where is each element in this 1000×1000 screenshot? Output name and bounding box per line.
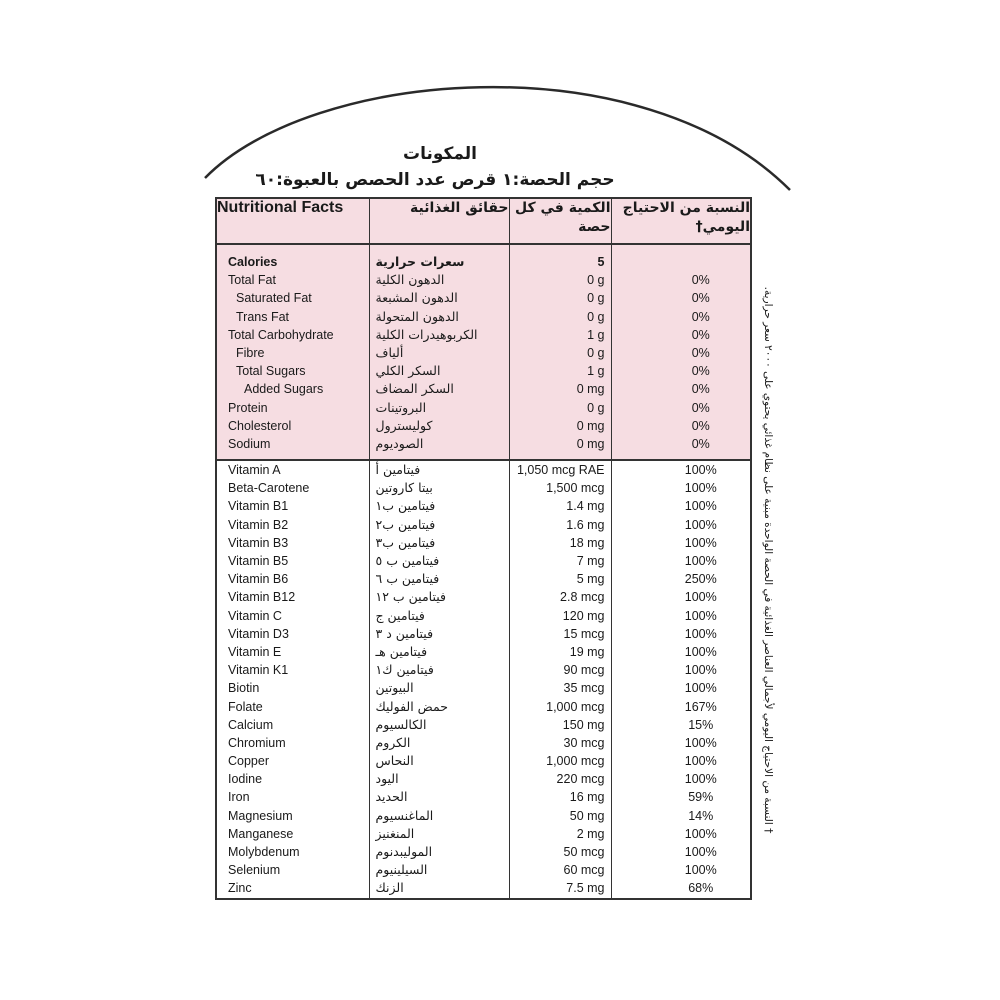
serving-size-line: حجم الحصة:١ قرص عدد الحصص بالعبوة:٦٠ — [255, 170, 615, 190]
table-row — [216, 807, 751, 825]
daily-value-percent — [611, 253, 751, 271]
amount-per-serving: 1,000 mcg — [509, 698, 611, 716]
nutrient-name: Vitamin E — [216, 643, 369, 661]
amount-per-serving: 1 g — [509, 326, 611, 344]
table-row — [216, 843, 751, 861]
amount-per-serving: 0 mg — [509, 417, 611, 435]
daily-value-percent: 0% — [611, 362, 751, 380]
table-row — [216, 460, 751, 479]
table-row — [216, 716, 751, 734]
nutrient-name: Vitamin B2 — [216, 516, 369, 534]
nutrient-name-arabic: السكر الكلي — [369, 362, 509, 380]
daily-value-percent: 100% — [611, 734, 751, 752]
daily-value-percent: 14% — [611, 807, 751, 825]
table-row — [216, 788, 751, 806]
table-row — [216, 861, 751, 879]
nutrient-name: Iodine — [216, 770, 369, 788]
nutrient-name-arabic: فيتامين ب٣ — [369, 534, 509, 552]
amount-per-serving: 90 mcg — [509, 661, 611, 679]
nutrient-name: Copper — [216, 752, 369, 770]
daily-value-percent: 0% — [611, 326, 751, 344]
amount-per-serving: 18 mg — [509, 534, 611, 552]
nutrient-name-arabic: فيتامين ب ١٢ — [369, 588, 509, 606]
amount-per-serving: 7 mg — [509, 552, 611, 570]
daily-value-percent: 100% — [611, 752, 751, 770]
micronutrients-section — [216, 460, 751, 899]
amount-per-serving: 7.5 mg — [509, 879, 611, 898]
header-arabic: حقائق الغذائية — [369, 198, 509, 244]
amount-per-serving: 5 mg — [509, 570, 611, 588]
nutrient-name: Total Sugars — [216, 362, 369, 380]
table-row — [216, 479, 751, 497]
nutrient-name: Protein — [216, 399, 369, 417]
nutrient-name-arabic: الصوديوم — [369, 435, 509, 453]
table-row — [216, 552, 751, 570]
amount-per-serving: 50 mg — [509, 807, 611, 825]
table-row — [216, 289, 751, 307]
table-row — [216, 570, 751, 588]
amount-per-serving: 0 mg — [509, 435, 611, 453]
table-row — [216, 643, 751, 661]
daily-value-percent: 100% — [611, 625, 751, 643]
nutrient-name-arabic: الكالسيوم — [369, 716, 509, 734]
table-row — [216, 734, 751, 752]
nutrient-name-arabic: بيتا كاروتين — [369, 479, 509, 497]
amount-per-serving: 1,500 mcg — [509, 479, 611, 497]
amount-per-serving: 1,000 mcg — [509, 752, 611, 770]
daily-value-percent: 59% — [611, 788, 751, 806]
header-amount: الكمية في كل حصة — [509, 198, 611, 244]
nutrient-name-arabic: الكروم — [369, 734, 509, 752]
amount-per-serving: 1,050 mcg RAE — [509, 460, 611, 479]
amount-per-serving: 0 g — [509, 308, 611, 326]
table-row — [216, 380, 751, 398]
table-row — [216, 435, 751, 453]
daily-value-percent: 0% — [611, 289, 751, 307]
nutrient-name: Molybdenum — [216, 843, 369, 861]
nutrient-name: Calcium — [216, 716, 369, 734]
nutrient-name: Fibre — [216, 344, 369, 362]
nutrient-name-arabic: البروتينات — [369, 399, 509, 417]
daily-value-percent: 100% — [611, 552, 751, 570]
row-spacer — [216, 244, 751, 253]
amount-per-serving: 150 mg — [509, 716, 611, 734]
nutrient-name-arabic: الزنك — [369, 879, 509, 898]
nutrient-name: Vitamin B6 — [216, 570, 369, 588]
nutrient-name: Vitamin B12 — [216, 588, 369, 606]
amount-per-serving: 5 — [509, 253, 611, 271]
amount-per-serving: 1.4 mg — [509, 497, 611, 515]
table-row — [216, 661, 751, 679]
daily-value-percent: 0% — [611, 308, 751, 326]
nutrient-name: Vitamin D3 — [216, 625, 369, 643]
daily-value-percent: 250% — [611, 570, 751, 588]
nutrient-name-arabic: ألياف — [369, 344, 509, 362]
nutrient-name-arabic: الدهون المشبعة — [369, 289, 509, 307]
nutrient-name-arabic: سعرات حرارية — [369, 253, 509, 271]
daily-value-percent: 100% — [611, 479, 751, 497]
amount-per-serving: 1 g — [509, 362, 611, 380]
nutrient-name: Trans Fat — [216, 308, 369, 326]
amount-per-serving: 0 g — [509, 289, 611, 307]
table-row — [216, 516, 751, 534]
header-english: Nutritional Facts — [216, 198, 369, 244]
amount-per-serving: 50 mcg — [509, 843, 611, 861]
table-row — [216, 326, 751, 344]
nutrient-name: Vitamin A — [216, 460, 369, 479]
nutrient-name: Vitamin B3 — [216, 534, 369, 552]
nutrient-name-arabic: اليود — [369, 770, 509, 788]
nutrient-name: Vitamin B5 — [216, 552, 369, 570]
nutrient-name: Magnesium — [216, 807, 369, 825]
amount-per-serving: 15 mcg — [509, 625, 611, 643]
nutrient-name-arabic: حمض الفوليك — [369, 698, 509, 716]
nutrient-name: Sodium — [216, 435, 369, 453]
table-row — [216, 879, 751, 898]
amount-per-serving: 16 mg — [509, 788, 611, 806]
nutrient-name-arabic: فيتامين ب٢ — [369, 516, 509, 534]
nutrient-name: Chromium — [216, 734, 369, 752]
footnote-text: † النسبة من الاحتياج اليومي لأجمالي العناصر الغذائية في الحصة الواحدة مبنية على نظام غذائي يحتوي على ٢٠٠٠ سعر حرارية. — [762, 286, 774, 834]
daily-value-percent: 100% — [611, 643, 751, 661]
nutrient-name: Saturated Fat — [216, 289, 369, 307]
nutrient-name: Iron — [216, 788, 369, 806]
amount-per-serving: 0 mg — [509, 380, 611, 398]
ingredients-heading: المكونات — [402, 144, 477, 164]
amount-per-serving: 0 g — [509, 344, 611, 362]
amount-per-serving: 2 mg — [509, 825, 611, 843]
table-row — [216, 588, 751, 606]
table-row — [216, 752, 751, 770]
daily-value-percent: 0% — [611, 380, 751, 398]
nutrient-name: Vitamin C — [216, 607, 369, 625]
nutrient-name: Cholesterol — [216, 417, 369, 435]
table-row — [216, 344, 751, 362]
nutrient-name-arabic: فيتامين ك١ — [369, 661, 509, 679]
daily-value-percent: 100% — [611, 861, 751, 879]
amount-per-serving: 35 mcg — [509, 679, 611, 697]
daily-value-percent: 68% — [611, 879, 751, 898]
table-row — [216, 625, 751, 643]
daily-value-percent: 100% — [611, 607, 751, 625]
table-row — [216, 825, 751, 843]
nutrient-name: Calories — [216, 253, 369, 271]
table-row — [216, 698, 751, 716]
nutrient-name-arabic: الدهون الكلية — [369, 271, 509, 289]
daily-value-percent: 100% — [611, 460, 751, 479]
nutrient-name-arabic: السكر المضاف — [369, 380, 509, 398]
nutrient-name: Beta-Carotene — [216, 479, 369, 497]
nutrient-name-arabic: الكربوهيدرات الكلية — [369, 326, 509, 344]
nutrient-name-arabic: النحاس — [369, 752, 509, 770]
nutrient-name-arabic: فيتامين هـ — [369, 643, 509, 661]
daily-value-percent: 0% — [611, 417, 751, 435]
nutrient-name-arabic: فيتامين ب١ — [369, 497, 509, 515]
amount-per-serving: 60 mcg — [509, 861, 611, 879]
amount-per-serving: 0 g — [509, 271, 611, 289]
nutrient-name: Total Carbohydrate — [216, 326, 369, 344]
daily-value-footnote — [757, 225, 779, 895]
nutrient-name: Added Sugars — [216, 380, 369, 398]
table-row — [216, 679, 751, 697]
amount-per-serving: 220 mcg — [509, 770, 611, 788]
daily-value-percent: 100% — [611, 516, 751, 534]
row-spacer — [216, 453, 751, 460]
nutrient-name-arabic: فيتامين د ٣ — [369, 625, 509, 643]
table-row — [216, 534, 751, 552]
nutrient-name: Selenium — [216, 861, 369, 879]
amount-per-serving: 30 mcg — [509, 734, 611, 752]
table-row — [216, 497, 751, 515]
amount-per-serving: 2.8 mcg — [509, 588, 611, 606]
daily-value-percent: 100% — [611, 843, 751, 861]
daily-value-percent: 0% — [611, 271, 751, 289]
nutrition-facts-table — [215, 197, 752, 900]
nutrient-name-arabic: فيتامين أ — [369, 460, 509, 479]
amount-per-serving: 19 mg — [509, 643, 611, 661]
nutrient-name-arabic: السيلينيوم — [369, 861, 509, 879]
nutrient-name: Biotin — [216, 679, 369, 697]
nutrient-name-arabic: فيتامين ب ٦ — [369, 570, 509, 588]
table-row — [216, 607, 751, 625]
daily-value-percent: 100% — [611, 770, 751, 788]
amount-per-serving: 1.6 mg — [509, 516, 611, 534]
daily-value-percent: 100% — [611, 825, 751, 843]
header-percent: النسبة من الاحتياج اليومي† — [611, 198, 751, 244]
nutrient-name: Total Fat — [216, 271, 369, 289]
table-header-row — [216, 198, 751, 244]
table-row — [216, 271, 751, 289]
nutrient-name-arabic: البيوتين — [369, 679, 509, 697]
daily-value-percent: 15% — [611, 716, 751, 734]
nutrient-name: Vitamin B1 — [216, 497, 369, 515]
macronutrients-section — [216, 244, 751, 460]
nutrient-name-arabic: الماغنسيوم — [369, 807, 509, 825]
table-row — [216, 308, 751, 326]
daily-value-percent: 0% — [611, 344, 751, 362]
daily-value-percent: 100% — [611, 497, 751, 515]
table-row — [216, 417, 751, 435]
nutrient-name-arabic: فيتامين ب ٥ — [369, 552, 509, 570]
daily-value-percent: 100% — [611, 534, 751, 552]
nutrient-name-arabic: الموليبدنوم — [369, 843, 509, 861]
table-row — [216, 362, 751, 380]
daily-value-percent: 100% — [611, 588, 751, 606]
daily-value-percent: 167% — [611, 698, 751, 716]
nutrient-name-arabic: فيتامين ج — [369, 607, 509, 625]
nutrient-name: Manganese — [216, 825, 369, 843]
daily-value-percent: 0% — [611, 435, 751, 453]
table-row — [216, 770, 751, 788]
nutrient-name-arabic: المنغنيز — [369, 825, 509, 843]
daily-value-percent: 0% — [611, 399, 751, 417]
table-row — [216, 399, 751, 417]
daily-value-percent: 100% — [611, 679, 751, 697]
nutrient-name-arabic: الحديد — [369, 788, 509, 806]
nutrient-name-arabic: كوليسترول — [369, 417, 509, 435]
amount-per-serving: 0 g — [509, 399, 611, 417]
nutrient-name: Folate — [216, 698, 369, 716]
amount-per-serving: 120 mg — [509, 607, 611, 625]
table-row — [216, 253, 751, 271]
nutrient-name-arabic: الدهون المتحولة — [369, 308, 509, 326]
daily-value-percent: 100% — [611, 661, 751, 679]
nutrient-name: Vitamin K1 — [216, 661, 369, 679]
nutrient-name: Zinc — [216, 879, 369, 898]
